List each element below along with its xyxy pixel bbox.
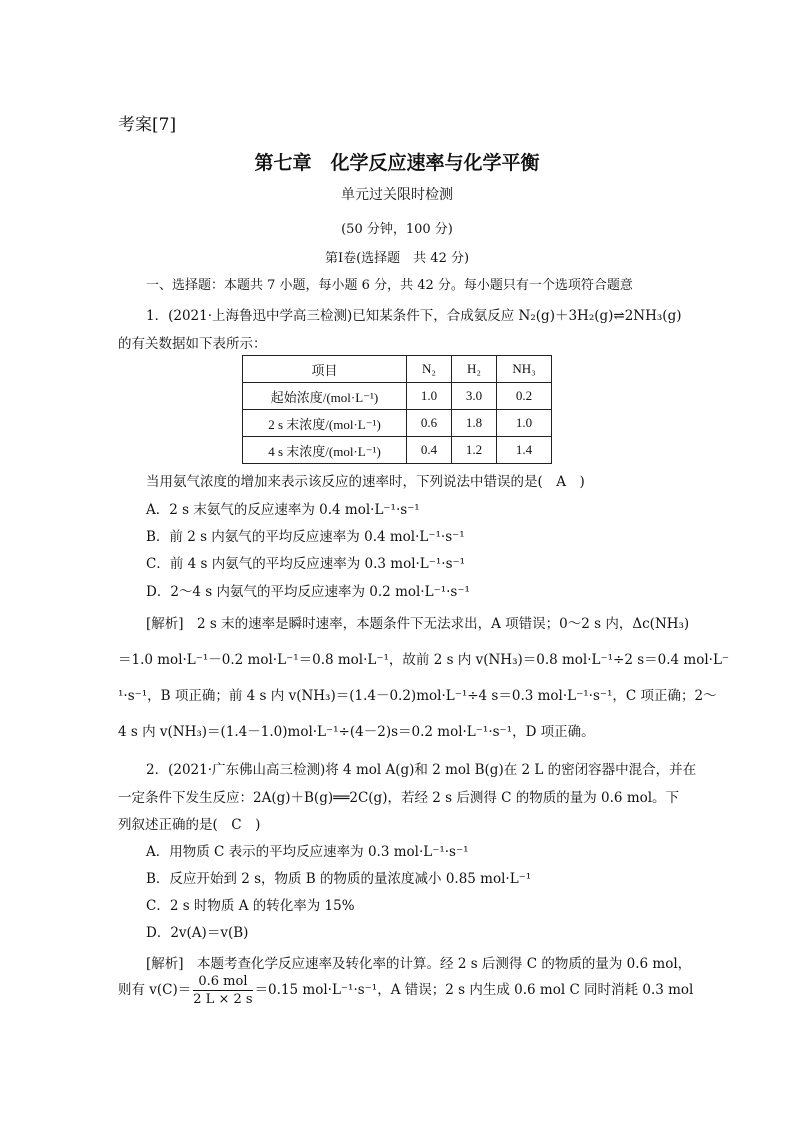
q2-analysis-line-2 <box>118 974 693 1007</box>
q1-option-b: B．前 2 s 内氨气的平均反应速率为 0.4 mol·L⁻¹·s⁻¹ <box>146 529 465 545</box>
time-score: (50 分钟，100 分) <box>341 222 453 237</box>
q1-option-a: A．2 s 末氨气的反应速率为 0.4 mol·L⁻¹·s⁻¹ <box>146 502 420 518</box>
q2-stem-line-2: 一定条件下发生反应：2A(g)＋B(g)══2C(g)，若经 2 s 后测得 C 的物质的量为 0.6 mol。下 <box>118 790 680 806</box>
table-cell: 0.2 <box>497 383 552 410</box>
table-header-cell: H₂ <box>452 356 497 383</box>
q2-analysis-line-1: [解析] 本题考查化学反应速率及转化率的计算。经 2 s 后测得 C 的物质的量为 0.6 mol， <box>146 956 692 972</box>
table-cell: 1.0 <box>407 383 452 410</box>
q1-analysis-line-1: [解析] 2 s 末的速率是瞬时速率，本题条件下无法求出，A 项错误；0～2 s 内，Δc(NH₃) <box>146 616 690 632</box>
q1-analysis-line-4: 4 s 内 v(NH₃)＝(1.4－1.0)mol·L⁻¹÷(4－2)s＝0.2 mol·L⁻¹·s⁻¹，D 项正确。 <box>118 724 595 740</box>
fraction-numerator: 0.6 mol <box>193 974 252 991</box>
q1-stem-line-2: 的有关数据如下表所示： <box>118 336 267 352</box>
q1-question: 当用氨气浓度的增加来表示该反应的速率时，下列说法中错误的是( A ) <box>146 474 585 490</box>
q2-option-b: B．反应开始到 2 s，物质 B 的物质的量浓度减小 0.85 mol·L⁻¹ <box>146 871 532 887</box>
subtitle: 单元过关限时检测 <box>341 187 453 203</box>
section-heading: 一、选择题：本题共 7 小题，每小题 6 分，共 42 分。每小题只有一个选项符合题意 <box>146 278 633 293</box>
table-header-cell: NH₃ <box>497 356 552 383</box>
table-cell: 0.4 <box>407 437 452 464</box>
table-cell: 1.4 <box>497 437 552 464</box>
exam-code: 考案[7] <box>118 115 177 135</box>
analysis-text: ＝0.15 mol·L⁻¹·s⁻¹，A 错误；2 s 内生成 0.6 mol C 同时消耗 0.3 mol <box>254 982 694 998</box>
table-row <box>243 383 552 410</box>
q1-analysis-line-2: ＝1.0 mol·L⁻¹－0.2 mol·L⁻¹＝0.8 mol·L⁻¹，故前 2 s 内 v(NH₃)＝0.8 mol·L⁻¹÷2 s＝0.4 mol·L⁻ <box>118 652 730 668</box>
q2-option-d: D．2v(A)＝v(B) <box>146 925 249 941</box>
fraction <box>193 974 252 1007</box>
fraction-denominator: 2 L × 2 s <box>193 992 253 1007</box>
q2-option-c: C．2 s 时物质 A 的转化率为 15% <box>146 898 355 914</box>
table-header-cell: 项目 <box>243 356 407 383</box>
table-cell: 1.2 <box>452 437 497 464</box>
table-cell: 1.0 <box>497 410 552 437</box>
q2-option-a: A．用物质 C 表示的平均反应速率为 0.3 mol·L⁻¹·s⁻¹ <box>146 844 469 860</box>
analysis-text: 则有 v(C)＝ <box>118 982 192 998</box>
table-cell: 1.8 <box>452 410 497 437</box>
q1-data-table <box>242 355 552 464</box>
part-heading: 第Ⅰ卷(选择题 共 42 分) <box>324 251 470 266</box>
table-header-cell: N₂ <box>407 356 452 383</box>
q1-option-c: C．前 4 s 内氨气的平均反应速率为 0.3 mol·L⁻¹·s⁻¹ <box>146 556 466 572</box>
q1-option-d: D．2～4 s 内氨气的平均反应速率为 0.2 mol·L⁻¹·s⁻¹ <box>146 584 470 600</box>
table-header-row <box>243 356 552 383</box>
q2-stem-line-1: 2．(2021·广东佛山高三检测)将 4 mol A(g)和 2 mol B(g)在 2 L 的密闭容器中混合，并在 <box>146 762 697 778</box>
q1-analysis-line-3: ¹·s⁻¹，B 项正确；前 4 s 内 v(NH₃)＝(1.4－0.2)mol·L⁻¹÷4 s＝0.3 mol·L⁻¹·s⁻¹，C 项正确；2～ <box>118 688 717 704</box>
table-row <box>243 410 552 437</box>
q2-stem-line-3: 列叙述正确的是( C ) <box>118 817 261 833</box>
table-cell: 起始浓度/(mol·L⁻¹) <box>243 383 407 410</box>
table-cell: 3.0 <box>452 383 497 410</box>
table-cell: 2 s 末浓度/(mol·L⁻¹) <box>243 410 407 437</box>
table-row <box>243 437 552 464</box>
chapter-title: 第七章 化学反应速率与化学平衡 <box>254 152 540 174</box>
q1-stem-line-1: 1．(2021·上海鲁迅中学高三检测)已知某条件下，合成氨反应 N₂(g)＋3H₂(g)⇌2NH₃(g) <box>146 308 682 324</box>
table-cell: 4 s 末浓度/(mol·L⁻¹) <box>243 437 407 464</box>
table-cell: 0.6 <box>407 410 452 437</box>
